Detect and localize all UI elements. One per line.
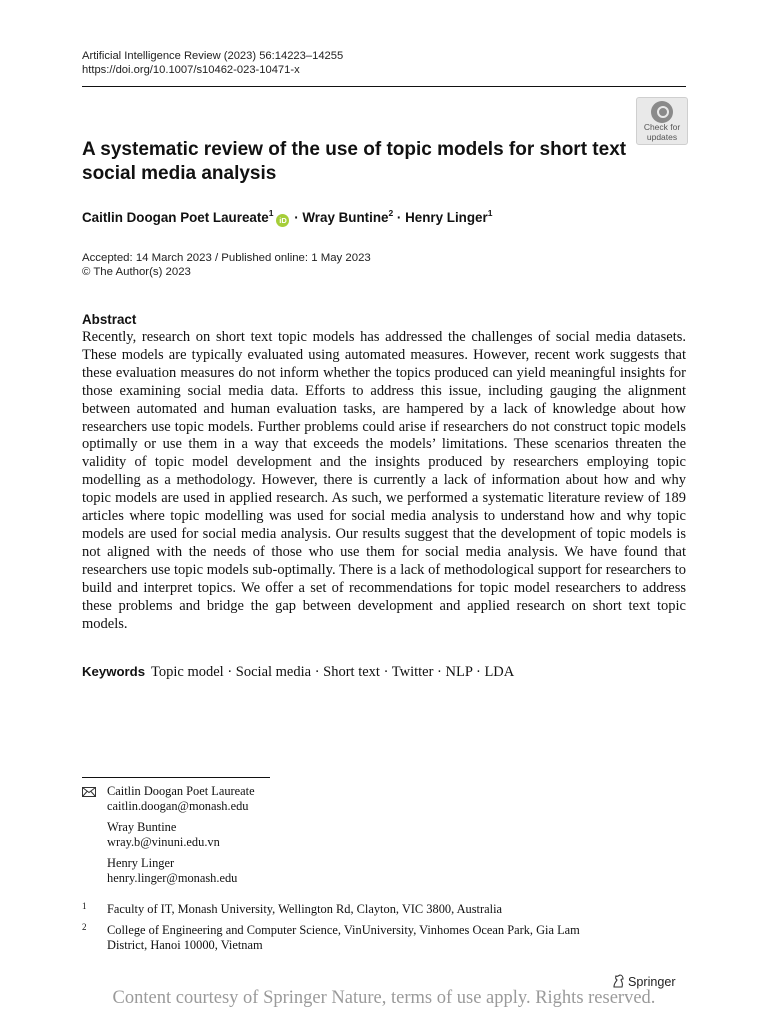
badge-text	[637, 123, 687, 142]
journal-citation: Artificial Intelligence Review (2023) 56:14223–14255	[82, 50, 344, 62]
affiliation-marker: 1	[487, 208, 493, 218]
doi-link[interactable]: https://doi.org/10.1007/s10462-023-10471-x	[82, 64, 300, 76]
affiliation-marker: 2	[388, 208, 394, 218]
paper-title: A systematic review of the use of topic models for short text social media analysis	[82, 139, 627, 184]
badge-line-1: Check for	[643, 122, 681, 132]
crossmark-icon	[651, 101, 673, 123]
author-name[interactable]: Wray Buntine	[302, 210, 389, 225]
corresponding-contacts	[107, 784, 255, 892]
contact-name: Henry Linger	[107, 856, 175, 870]
keywords-list: Topic model · Social media · Short text · Twitter · NLP · LDA	[151, 664, 515, 680]
affiliation-text: College of Engineering and Computer Science, VinUniversity, Vinhomes Ocean Park, Gia Lam District, Hanoi 10000, Vietnam	[107, 923, 580, 952]
affiliation-marker: 1	[268, 208, 274, 218]
author-name[interactable]: Henry Linger	[405, 210, 488, 225]
envelope-icon	[82, 787, 96, 797]
contact-entry	[107, 784, 255, 813]
publisher-logo	[612, 974, 676, 989]
accepted-published-line: Accepted: 14 March 2023 / Published online: 1 May 2023	[82, 252, 371, 264]
journal-header	[82, 49, 343, 77]
check-for-updates-badge[interactable]	[636, 97, 688, 145]
abstract-heading: Abstract	[82, 312, 137, 327]
keywords	[82, 664, 514, 681]
contact-entry	[107, 820, 255, 849]
badge-line-2: updates	[646, 131, 678, 142]
orcid-icon[interactable]: iD	[276, 214, 289, 227]
author-name[interactable]: Caitlin Doogan Poet Laureate	[82, 210, 269, 225]
contact-email[interactable]: henry.linger@monash.edu	[107, 870, 238, 885]
abstract-text: Recently, research on short text topic models has addressed the challenges of social media datasets. These models are typically evaluated using automated measures. However, recent work suggests that these evaluation measures do not inform whether the topics produced can yield meaningful insights for those examining social media data. Efforts to address this issue, including gauging the alignment between automated and human evaluation tasks, are hampered by a lack of knowledge about how researchers use topic models. Further problems could arise if researchers do not construct topic models optimally or use them in a way that exceeds the models’ limitations. These scenarios threaten the validity of topic model development and the insights produced by researchers employing topic modelling as a methodology. However, there is currently a lack of information about how and why topic models are used in applied research. As such, we performed a systematic literature review of 189 articles where topic modelling was used for social media analysis to understand how and why topic models are used for social media analysis. Our results suggest that the development of topic models is not aligned with the needs of those who use them for social media analysis. We have found that researchers use topic models sub-optimally. There is a lack of methodological support for researchers to build and interpret topics. We offer a set of recommendations for topic model researchers to address these problems and bridge the gap between development and applied research on short text topic models.	[82, 329, 686, 632]
affiliation-number: 1	[82, 901, 87, 911]
contact-email[interactable]: wray.b@vinuni.edu.vn	[107, 834, 220, 849]
header-rule	[82, 86, 686, 87]
author-separator: ·	[393, 210, 406, 225]
contact-name: Wray Buntine	[107, 820, 177, 834]
copyright-line: © The Author(s) 2023	[82, 266, 191, 278]
affiliation-text: Faculty of IT, Monash University, Wellington Rd, Clayton, VIC 3800, Australia	[107, 902, 503, 916]
watermark: Content courtesy of Springer Nature, terms of use apply. Rights reserved.	[112, 988, 656, 1008]
author-list	[82, 208, 492, 227]
keywords-label: Keywords	[82, 664, 146, 679]
contact-entry	[107, 856, 255, 885]
contact-name: Caitlin Doogan Poet Laureate	[107, 784, 255, 798]
publication-dates	[82, 251, 371, 279]
springer-horse-icon	[612, 974, 625, 988]
affiliation-number: 2	[82, 922, 87, 932]
author-separator: ·	[290, 210, 303, 225]
publisher-name: Springer	[628, 975, 676, 989]
contact-email[interactable]: caitlin.doogan@monash.edu	[107, 798, 249, 813]
footnote-rule	[82, 777, 270, 778]
